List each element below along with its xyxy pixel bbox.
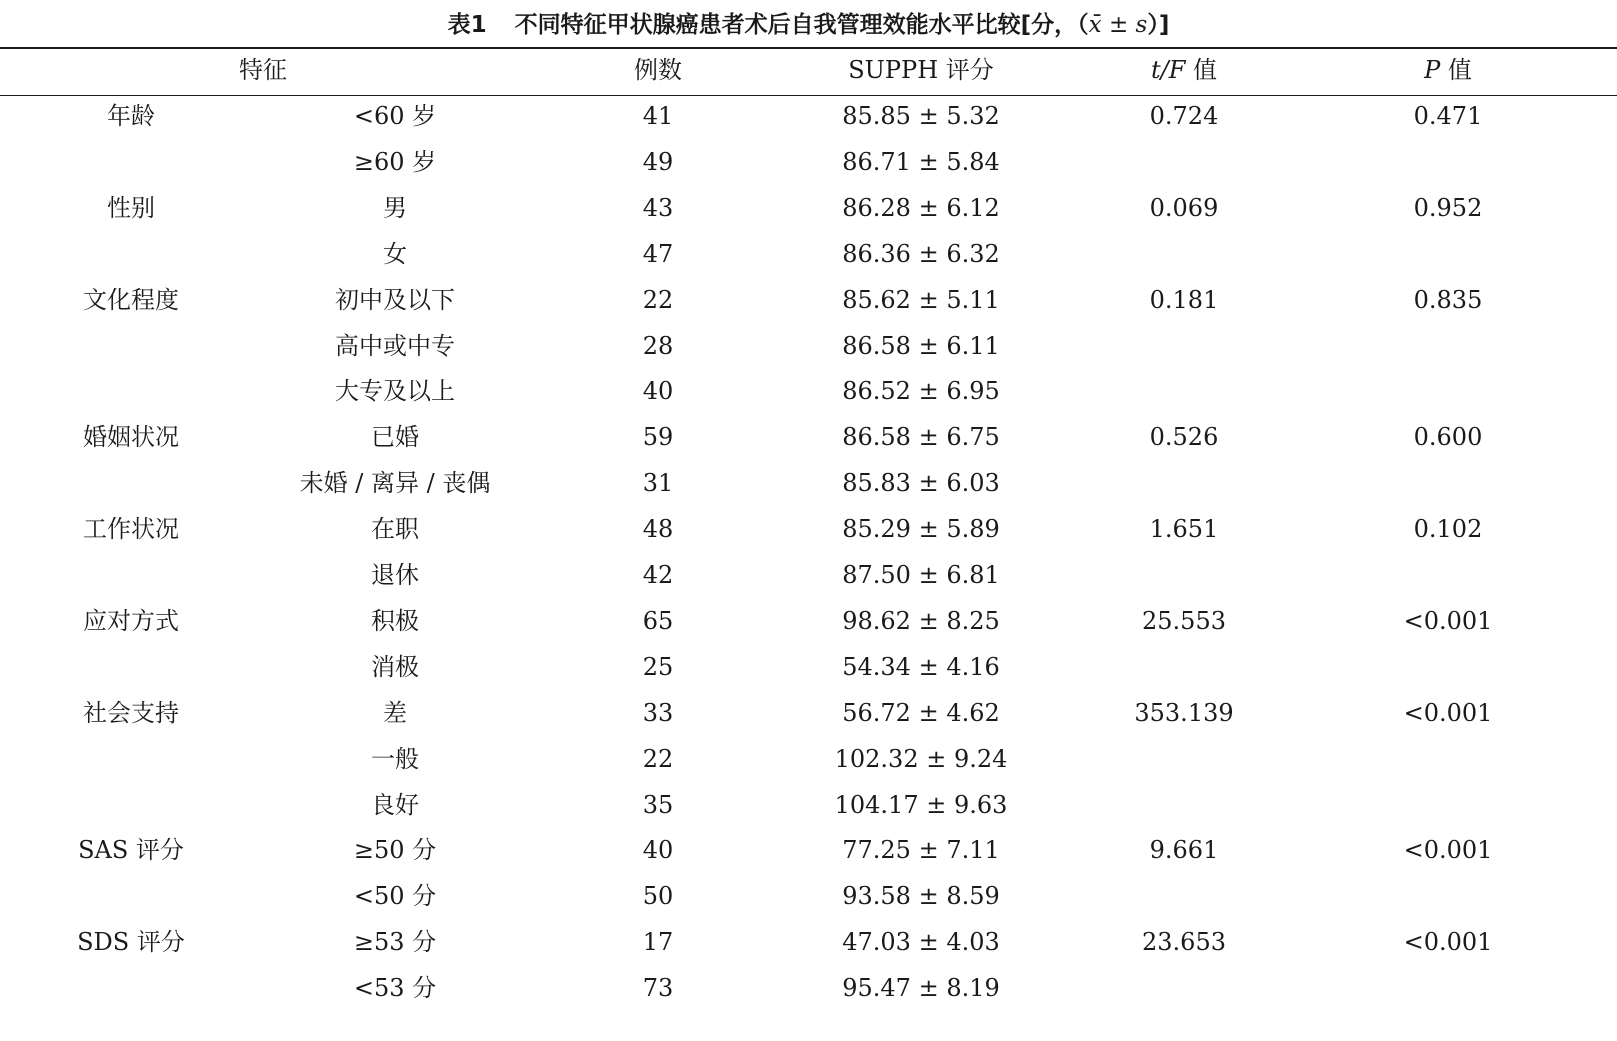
cell-cases: 50 — [642, 882, 674, 910]
cell-cases: 43 — [642, 194, 674, 222]
table-title: 不同特征甲状腺癌患者术后自我管理效能水平比较 — [514, 12, 1021, 38]
caption-formula: x̄ ± s — [1088, 12, 1148, 38]
cell-subgroup: 女 — [383, 240, 407, 268]
cell-cases: 40 — [642, 836, 674, 864]
cell-subgroup: 消极 — [371, 653, 419, 681]
cell-cases: 22 — [642, 286, 674, 314]
cell-score: 87.50 ± 6.81 — [842, 561, 1000, 589]
cell-statistic: 0.069 — [1149, 194, 1219, 222]
cell-subgroup: 已婚 — [371, 423, 419, 451]
header-cases: 例数 — [634, 56, 682, 84]
cell-score: 47.03 ± 4.03 — [842, 928, 1000, 956]
cell-statistic: 23.653 — [1142, 928, 1226, 956]
cell-statistic: 353.139 — [1134, 699, 1234, 727]
cell-score: 86.58 ± 6.75 — [842, 423, 1000, 451]
cell-subgroup: ≥53 分 — [353, 928, 437, 956]
cell-statistic: 25.553 — [1142, 607, 1226, 635]
header-score: SUPPH 评分 — [848, 56, 994, 84]
cell-category: SDS 评分 — [77, 928, 185, 956]
header-statistic-suffix: 值 — [1185, 56, 1218, 84]
table-number: 表1 — [447, 12, 487, 38]
cell-subgroup: ≥50 分 — [353, 836, 437, 864]
cell-cases: 35 — [642, 791, 674, 819]
cell-score: 102.32 ± 9.24 — [834, 745, 1008, 773]
cell-score: 86.52 ± 6.95 — [842, 377, 1000, 405]
cell-subgroup: 大专及以上 — [335, 377, 455, 405]
caption-unit-close: ）] — [1147, 12, 1170, 38]
cell-p-value: 0.102 — [1413, 515, 1483, 543]
cell-score: 95.47 ± 8.19 — [842, 974, 1000, 1002]
header-rule — [0, 95, 1617, 96]
cell-cases: 17 — [642, 928, 674, 956]
cell-statistic: 0.181 — [1149, 286, 1219, 314]
cell-p-value: 0.952 — [1413, 194, 1483, 222]
cell-cases: 65 — [642, 607, 674, 635]
cell-category: 工作状况 — [83, 515, 179, 543]
cell-score: 98.62 ± 8.25 — [842, 607, 1000, 635]
header-p-symbol: P — [1424, 56, 1441, 84]
cell-subgroup: 高中或中专 — [335, 332, 455, 360]
cell-cases: 49 — [642, 148, 674, 176]
cell-score: 85.83 ± 6.03 — [842, 469, 1000, 497]
cell-cases: 59 — [642, 423, 674, 451]
cell-score: 85.62 ± 5.11 — [842, 286, 1000, 314]
cell-cases: 40 — [642, 377, 674, 405]
cell-subgroup: 积极 — [371, 607, 419, 635]
cell-category: 年龄 — [107, 102, 155, 130]
cell-category: 社会支持 — [83, 699, 179, 727]
header-p-value — [1424, 55, 1472, 85]
cell-cases: 73 — [642, 974, 674, 1002]
cell-subgroup: 在职 — [371, 515, 419, 543]
cell-cases: 22 — [642, 745, 674, 773]
cell-p-value: <0.001 — [1403, 928, 1493, 956]
cell-score: 85.85 ± 5.32 — [842, 102, 1000, 130]
cell-subgroup: <53 分 — [353, 974, 437, 1002]
cell-statistic: 9.661 — [1149, 836, 1219, 864]
cell-score: 93.58 ± 8.59 — [842, 882, 1000, 910]
cell-p-value: 0.471 — [1413, 102, 1483, 130]
cell-score: 56.72 ± 4.62 — [842, 699, 1000, 727]
cell-p-value: 0.600 — [1413, 423, 1483, 451]
cell-score: 77.25 ± 7.11 — [842, 836, 1000, 864]
cell-cases: 48 — [642, 515, 674, 543]
cell-cases: 31 — [642, 469, 674, 497]
cell-category: 应对方式 — [83, 607, 179, 635]
header-statistic — [1151, 55, 1217, 85]
caption-unit-open: [分，（ — [1020, 12, 1089, 38]
cell-score: 86.58 ± 6.11 — [842, 332, 1000, 360]
cell-subgroup: 未婚 / 离异 / 丧偶 — [299, 469, 491, 497]
cell-p-value: <0.001 — [1403, 607, 1493, 635]
cell-p-value: 0.835 — [1413, 286, 1483, 314]
cell-cases: 42 — [642, 561, 674, 589]
cell-subgroup: 男 — [383, 194, 407, 222]
cell-statistic: 0.526 — [1149, 423, 1219, 451]
cell-statistic: 1.651 — [1149, 515, 1219, 543]
cell-category: 性别 — [107, 194, 155, 222]
cell-subgroup: 初中及以下 — [335, 286, 455, 314]
cell-statistic: 0.724 — [1149, 102, 1219, 130]
cell-cases: 33 — [642, 699, 674, 727]
cell-score: 86.28 ± 6.12 — [842, 194, 1000, 222]
header-p-suffix: 值 — [1440, 56, 1472, 84]
top-rule — [0, 47, 1617, 49]
cell-cases: 41 — [642, 102, 674, 130]
header-statistic-symbol: t/F — [1150, 56, 1186, 84]
cell-category: 婚姻状况 — [83, 423, 179, 451]
cell-cases: 28 — [642, 332, 674, 360]
cell-category: 文化程度 — [83, 286, 179, 314]
cell-subgroup: <60 岁 — [353, 102, 437, 130]
cell-score: 85.29 ± 5.89 — [842, 515, 1000, 543]
cell-score: 86.36 ± 6.32 — [842, 240, 1000, 268]
cell-score: 104.17 ± 9.63 — [834, 791, 1008, 819]
cell-subgroup: 一般 — [371, 745, 419, 773]
cell-subgroup: <50 分 — [353, 882, 437, 910]
cell-cases: 25 — [642, 653, 674, 681]
cell-score: 54.34 ± 4.16 — [842, 653, 1000, 681]
cell-subgroup: ≥60 岁 — [353, 148, 437, 176]
cell-p-value: <0.001 — [1403, 699, 1493, 727]
cell-p-value: <0.001 — [1403, 836, 1493, 864]
cell-subgroup: 差 — [383, 699, 407, 727]
table-caption — [0, 8, 1617, 42]
cell-cases: 47 — [642, 240, 674, 268]
cell-subgroup: 退休 — [371, 561, 419, 589]
cell-score: 86.71 ± 5.84 — [842, 148, 1000, 176]
cell-subgroup: 良好 — [371, 791, 419, 819]
header-feature: 特征 — [239, 56, 287, 84]
cell-category: SAS 评分 — [78, 836, 184, 864]
